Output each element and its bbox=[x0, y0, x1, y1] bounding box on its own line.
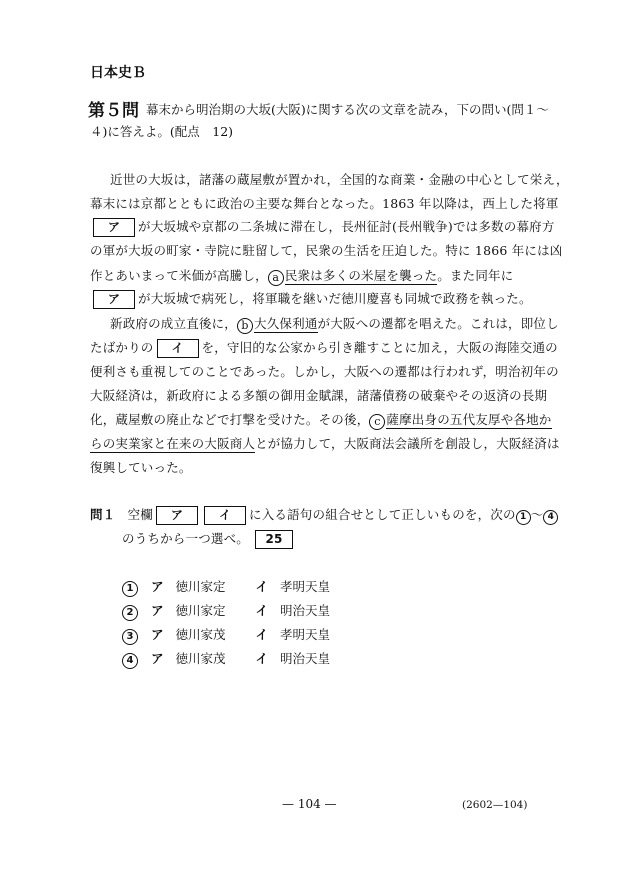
choice-number-icon: 3 bbox=[122, 629, 138, 645]
question-intro-line2: ４)に答えよ。(配点 12) bbox=[90, 124, 234, 139]
blank-i-box: イ bbox=[157, 339, 199, 358]
passage-line: 大阪経済は，新政府による多額の御用金賦課，諸藩債務の破棄やその返済の長期 bbox=[90, 388, 548, 403]
blank-a-box: ア bbox=[156, 506, 198, 525]
underline-marker-b: b bbox=[237, 318, 253, 334]
choice-item[interactable]: 3 ア 徳川家茂 イ 孝明天皇 bbox=[122, 625, 330, 645]
q1-stem-line2: のうちから一つ選べ。 25 bbox=[122, 529, 296, 549]
choice-item[interactable]: 1 ア 徳川家定 イ 孝明天皇 bbox=[122, 577, 330, 597]
underlined-text-c: 薩摩出身の五代友厚や各地か bbox=[386, 412, 552, 427]
underlined-text-a: 民衆は多くの米屋を襲った bbox=[284, 268, 438, 283]
blank-a-box: ア bbox=[93, 218, 135, 237]
passage-line: 新政府の成立直後に， b 大久保利通が大阪への遷都を唱えた。これは，即位し bbox=[110, 316, 559, 332]
passage-line: ア が大坂城で病死し，将軍職を継いだ徳川慶喜も同城で政務を執った。 bbox=[90, 289, 532, 309]
page-code: (2602—104) bbox=[462, 799, 528, 811]
blank-a-box: ア bbox=[93, 290, 135, 309]
passage-line: らの実業家と在来の大阪商人とが協力して，大阪商法会議所を創設し，大阪経済は bbox=[90, 436, 560, 451]
subject-title: 日本史Ｂ bbox=[90, 65, 146, 81]
choice-number-icon: 4 bbox=[543, 510, 558, 525]
passage-line: 化，蔵屋敷の廃止などで打撃を受けた。その後， c 薩摩出身の五代友厚や各地か bbox=[90, 412, 552, 428]
underlined-text-b: 大久保利通 bbox=[254, 316, 318, 331]
passage-line: 近世の大坂は，諸藩の蔵屋敷が置かれ，全国的な商業・金融の中心として栄え， bbox=[110, 172, 569, 187]
underline-marker-c: c bbox=[369, 414, 385, 430]
question-number: 第５問 bbox=[88, 101, 139, 121]
answer-number-box: 25 bbox=[255, 530, 293, 549]
underline-marker-a: a bbox=[268, 270, 284, 286]
choice-item[interactable]: 4 ア 徳川家茂 イ 明治天皇 bbox=[122, 649, 330, 669]
passage-line: 幕末には京都とともに政治の主要な舞台となった。1863 年以降は，西上した将軍 bbox=[90, 196, 559, 211]
q1-stem-line1: 問１ 空欄 ア イ に入る語句の組合せとして正しいものを，次の 1 ～ 4 bbox=[90, 505, 558, 525]
choice-number-icon: 1 bbox=[516, 510, 531, 525]
underlined-text-c: らの実業家と在来の大阪商人 bbox=[90, 436, 256, 451]
passage-line: 便利さも重視してのことであった。しかし，大阪への遷都は行われず，明治初年の bbox=[90, 364, 559, 379]
question-intro-line1: 幕末から明治期の大坂(大阪)に関する次の文章を読み，下の問い(問１～ bbox=[146, 102, 549, 117]
passage-line: 作とあいまって米価が高騰し， a 民衆は多くの米屋を襲った。また同年に bbox=[90, 268, 514, 284]
passage-line: ア が大坂城や京都の二条城に滞在し，長州征討(長州戦争)では多数の幕府方 bbox=[90, 217, 555, 237]
page-number: — 104 — bbox=[282, 797, 337, 811]
blank-i-box: イ bbox=[204, 506, 246, 525]
passage-line: 復興していった。 bbox=[90, 460, 192, 475]
passage-line: たばかりの イ を，守旧的な公家から引き離すことに加え，大阪の海陸交通の bbox=[90, 338, 558, 358]
choice-number-icon: 4 bbox=[122, 653, 138, 669]
passage-line: の軍が大坂の町家・寺院に駐留して，民衆の生活を圧迫した。特に 1866 年には凶 bbox=[90, 243, 563, 258]
choice-item[interactable]: 2 ア 徳川家定 イ 明治天皇 bbox=[122, 601, 330, 621]
q1-label: 問１ bbox=[90, 507, 116, 522]
choice-number-icon: 1 bbox=[122, 581, 138, 597]
choice-number-icon: 2 bbox=[122, 605, 138, 621]
